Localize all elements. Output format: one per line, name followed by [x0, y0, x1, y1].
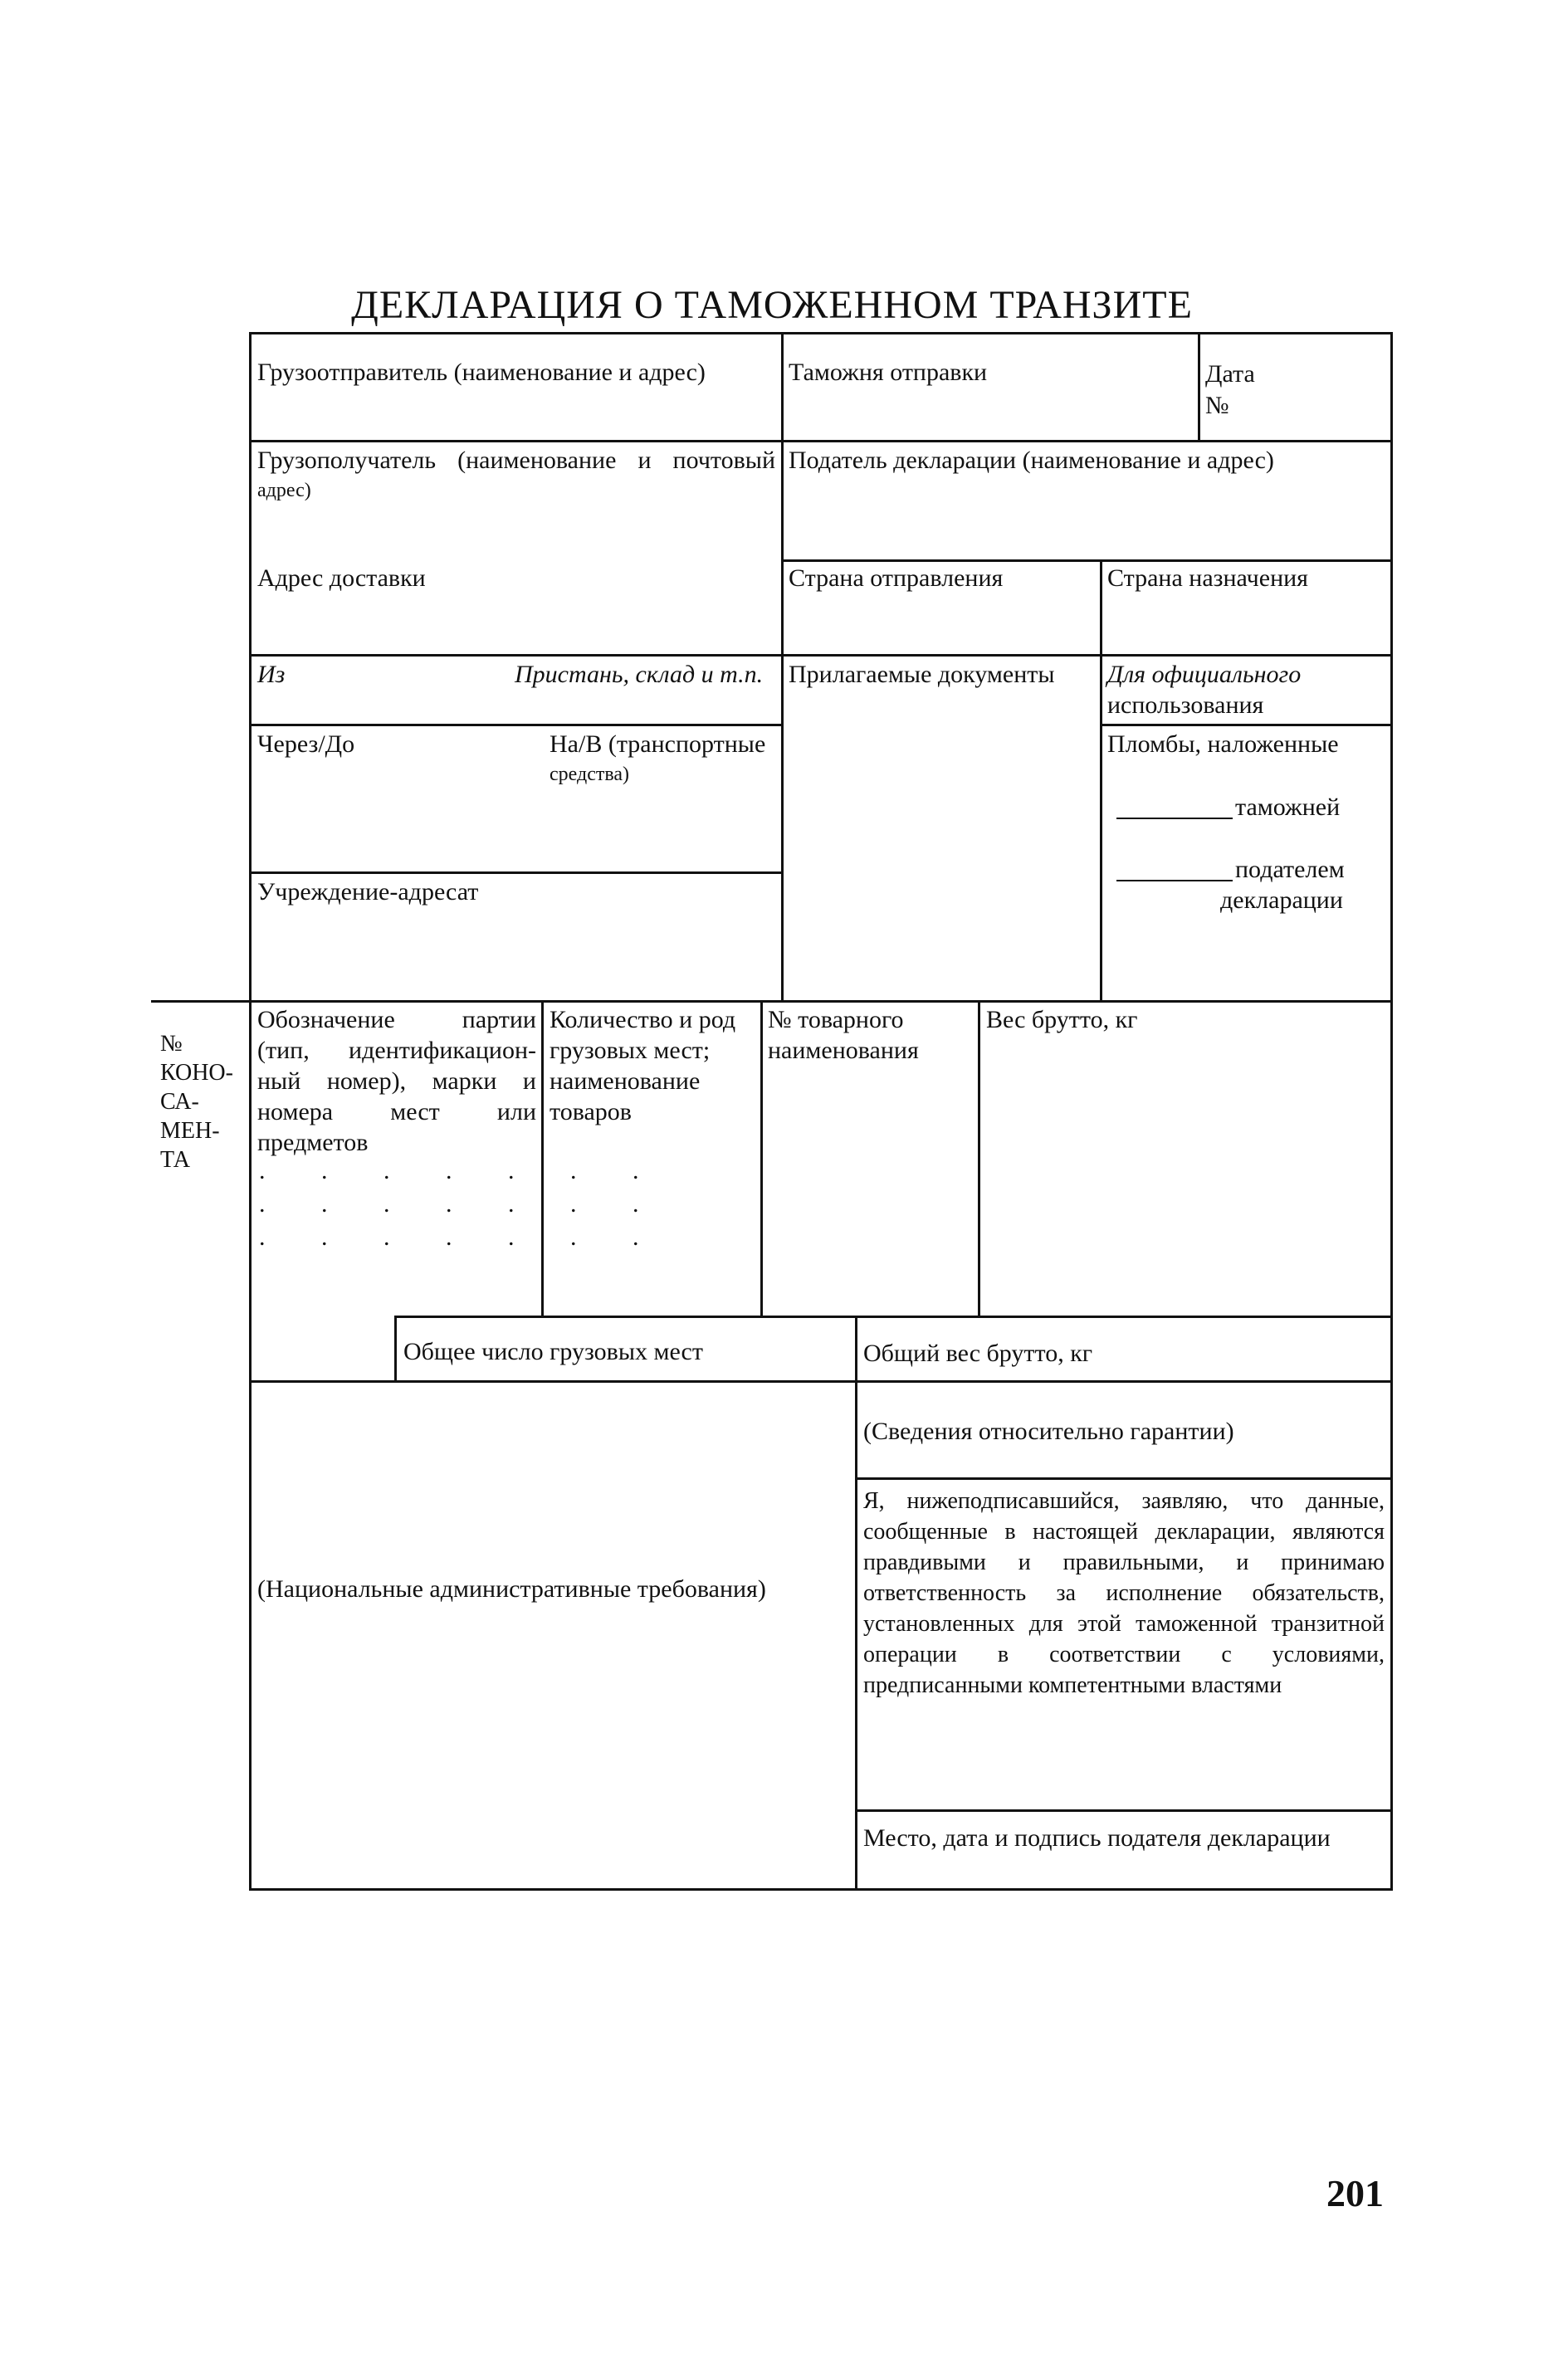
consignment-label-5: ТА — [160, 1147, 190, 1173]
seal-declarant-line — [1116, 880, 1233, 881]
qty-label-2: грузовых мест; — [550, 1037, 711, 1064]
row-divider — [249, 654, 1393, 657]
row-divider — [249, 724, 781, 726]
lot-label-1: Обозначение партии — [257, 1006, 536, 1033]
page-number: 201 — [1326, 2172, 1384, 2214]
shipper-label: Грузоотправитель (наименование и адрес) — [257, 359, 706, 386]
lot-label-5: предметов — [257, 1129, 369, 1156]
national-requirements-label: (Национальные административные требования) — [257, 1575, 766, 1603]
declarant-label: Податель декларации (наименование и адрес) — [789, 447, 1274, 474]
seals-customs-label: таможней — [1235, 793, 1341, 821]
attached-docs-label: Прилагаемые документы — [789, 661, 1055, 688]
column-divider — [760, 1000, 763, 1318]
from-label: Из — [257, 661, 286, 688]
via-to-label: Через/До — [257, 730, 355, 758]
vehicle-label-cont: средства) — [550, 764, 629, 785]
item-no-label-2: наименования — [768, 1037, 919, 1064]
row-divider — [249, 440, 1393, 442]
form-border-right — [1390, 332, 1393, 1891]
consignee-label-cont: адрес) — [257, 480, 311, 501]
qty-label-1: Количество и род — [550, 1006, 736, 1033]
item-no-label-1: № товарного — [768, 1006, 904, 1033]
form-border-top — [249, 332, 1393, 334]
signature-label: Место, дата и подпись подателя декларации — [863, 1824, 1331, 1852]
seal-customs-line — [1116, 818, 1233, 819]
row-divider — [855, 1477, 1393, 1480]
column-divider — [394, 1316, 397, 1383]
consignment-label-4: МЕН- — [160, 1118, 220, 1144]
pier-label: Пристань, склад и т.п. — [515, 661, 764, 688]
column-divider — [1100, 559, 1102, 1003]
lot-dots-row: . . . . . . . — [259, 1157, 664, 1184]
seals-declarant-label-cont: декларации — [1220, 886, 1343, 914]
vehicle-label — [550, 729, 765, 759]
document-title: ДЕКЛАРАЦИЯ О ТАМОЖЕННОМ ТРАНЗИТЕ — [351, 283, 1193, 327]
row-divider — [1100, 724, 1393, 726]
totals-top — [394, 1316, 1393, 1318]
seals-label: Пломбы, наложенные — [1107, 730, 1339, 758]
seals-declarant-label: подателем — [1235, 856, 1345, 883]
total-gross-weight-label: Общий вес брутто, кг — [863, 1340, 1093, 1367]
customs-office-label: Таможня отправки — [789, 359, 988, 386]
delivery-address-label: Адрес доставки — [257, 564, 426, 592]
consignment-label-2: КОНО- — [160, 1060, 233, 1086]
official-use-label: Для официального — [1107, 661, 1302, 688]
vehicle-label-text: На/В (транспортные — [550, 730, 766, 758]
totals-bottom — [249, 1380, 1393, 1383]
number-label: № — [1205, 392, 1229, 419]
country-departure-label: Страна отправления — [789, 564, 1004, 592]
row-divider — [781, 559, 1393, 562]
column-divider — [1198, 332, 1200, 442]
lot-label-4: номера мест или — [257, 1098, 536, 1125]
guarantee-label: (Сведения относительно гарантии) — [863, 1418, 1234, 1445]
lot-label-2: (тип, идентификацион- — [257, 1037, 536, 1064]
qty-label-4: товаров — [550, 1098, 632, 1125]
declaration-statement: Я, нижеподписавшийся, заявляю, что данные, сообщенные в настоящей декларации, являются правдивыми и правильными, и принимаю ответственность за исполнение обязательств, установленных для этой таможенной транзитной операции в соответствии с условиями, предписанными компетентными властями — [863, 1488, 1385, 1698]
lot-dots-row: . . . . . . . — [259, 1223, 664, 1251]
consignment-label-3: СА- — [160, 1089, 199, 1115]
lot-label-3: ный номер), марки и — [257, 1067, 536, 1095]
form-border-left — [249, 332, 252, 1891]
date-label: Дата — [1205, 360, 1255, 388]
consignee-label: Грузополучатель (наименование и почтовый — [257, 447, 775, 474]
addressee-office-label: Учреждение-адресат — [257, 878, 479, 906]
goods-section-top — [151, 1000, 1393, 1003]
column-divider — [781, 332, 784, 1003]
lot-dots-row: . . . . . . . — [259, 1190, 664, 1218]
qty-label-3: наименование — [550, 1067, 701, 1095]
column-divider — [978, 1000, 980, 1318]
row-divider — [249, 871, 781, 874]
consignment-label-1: № — [160, 1031, 183, 1057]
column-divider — [855, 1316, 857, 1891]
official-use-label-cont: использования — [1107, 691, 1264, 719]
form-border-bottom — [249, 1888, 1393, 1891]
country-destination-label: Страна назначения — [1107, 564, 1308, 592]
row-divider — [855, 1809, 1393, 1812]
gross-weight-label: Вес брутто, кг — [986, 1006, 1138, 1033]
total-packages-label: Общее число грузовых мест — [403, 1338, 703, 1365]
